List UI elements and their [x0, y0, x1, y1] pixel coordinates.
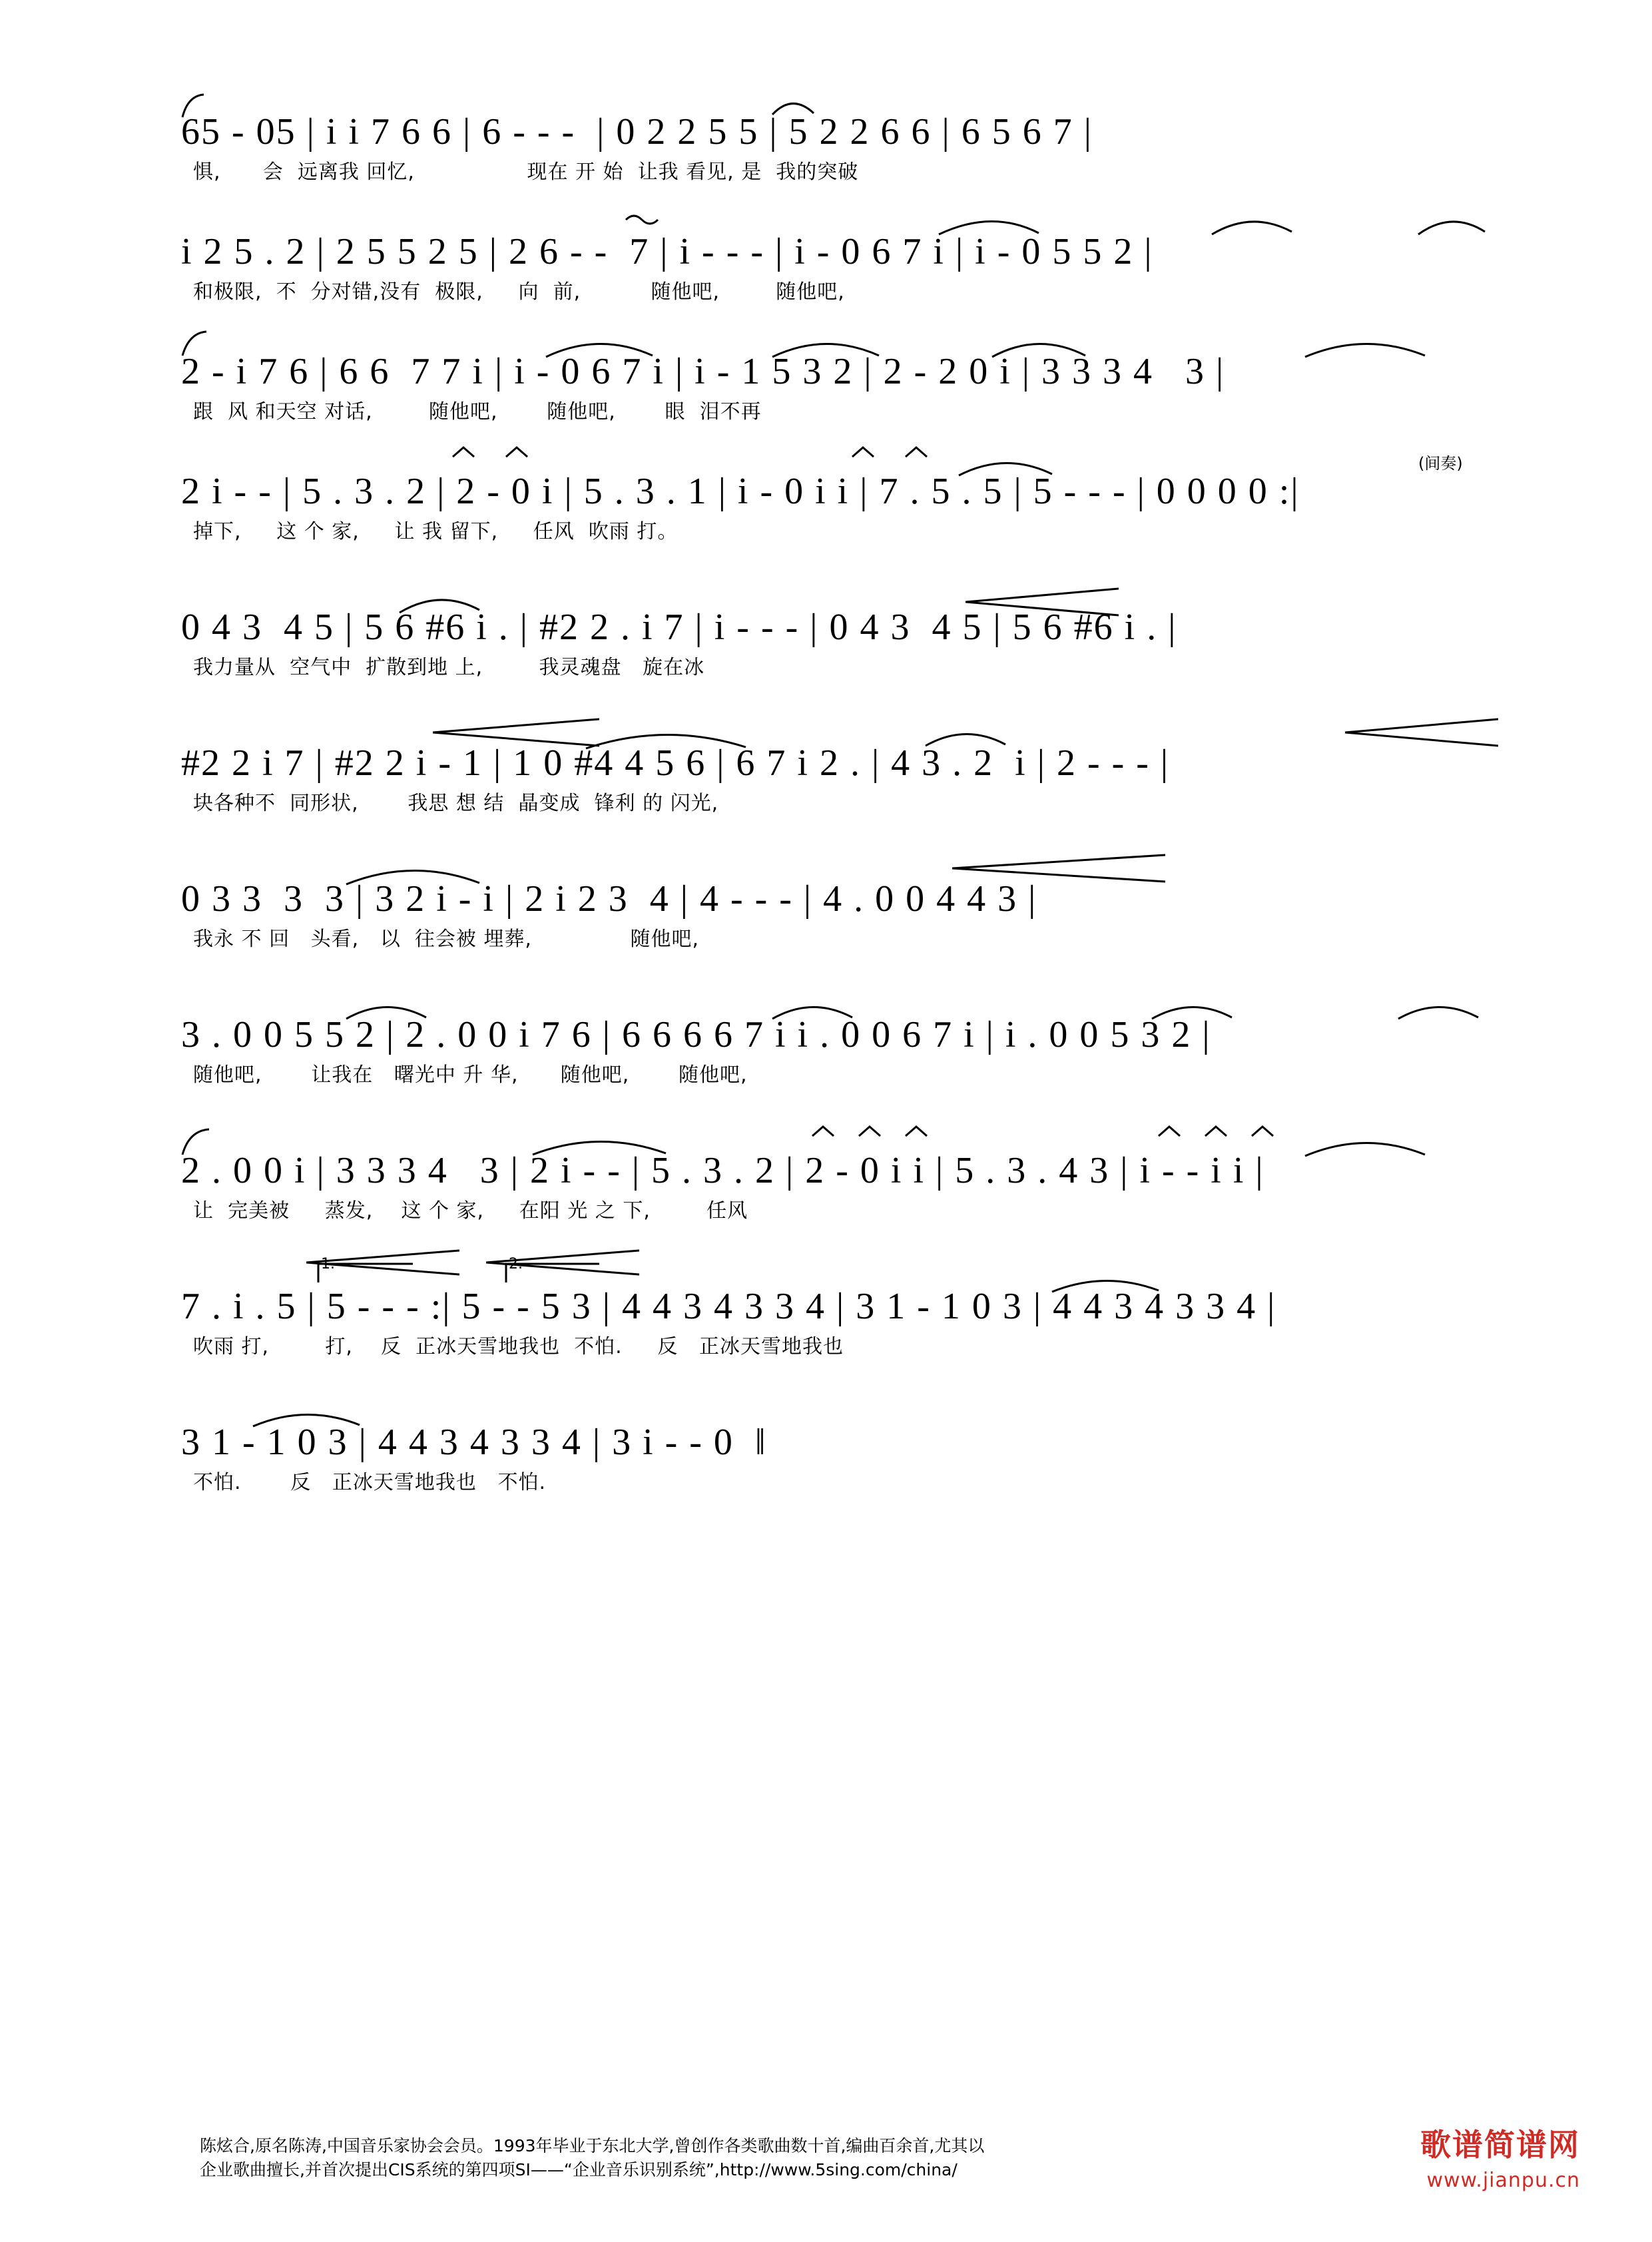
system-10 [166, 1256, 1571, 1358]
lyric-line-10: 吹雨 打, 打, 反 正冰天雪地我也 不怕. 反 正冰天雪地我也 [193, 1335, 844, 1358]
system-3 [166, 353, 1571, 422]
notes-line-9: 2 . 0 0 i | 3 3 3 4 3 | 2 i - - | 5 . 3 . 2 | 2 - 0 i i | 5 . 3 . 4 3 | i - - i i | [181, 1150, 1264, 1191]
watermark-url: www.jianpu.cn [1426, 2169, 1580, 2192]
slur-marks-8 [173, 985, 1505, 1059]
endings-and-hairpins-10 [173, 1244, 1505, 1324]
lyric-line-9: 让 完美被 蒸发, 这 个 家, 在阳 光 之 下, 任风 [193, 1199, 748, 1223]
systems-container [0, 113, 1652, 1522]
slur-marks-4 [173, 442, 1505, 515]
notes-line-10: 7 . i . 5 | 5 - - - :| 5 - - 5 3 | 4 4 3 4 3 3 4 | 3 1 - 1 0 3 | 4 4 3 4 3 3 4 | [181, 1286, 1276, 1327]
notes-line-2: i 2 5 . 2 | 2 5 5 2 5 | 2 6 - - 7 | i - - - | i - 0 6 7 i | i - 0 5 5 2 | [181, 231, 1153, 272]
watermark-title: 歌谱简谱网 [1420, 2127, 1580, 2163]
lyric-line-3: 跟 风 和天空 对话, 随他吧, 随他吧, 眼 泪不再 [193, 400, 762, 423]
lyric-line-4: 掉下, 这 个 家, 让 我 留下, 任风 吹雨 打。 [193, 520, 679, 543]
system-1 [166, 113, 1571, 182]
credits-line-2: 企业歌曲擅长,并首次提出CIS系统的第四项SI——“企业音乐识别系统”,http://www.5sing.com/china/ [200, 2160, 958, 2180]
notes-line-11: 3 1 - 1 0 3 | 4 4 3 4 3 3 4 | 3 i - - 0 ‖ [181, 1422, 767, 1463]
credits-line-1: 陈炫合,原名陈涛,中国音乐家协会会员。1993年毕业于东北大学,曾创作各类歌曲数十首,编曲百余首,尤其以 [200, 2136, 985, 2155]
lyric-line-2: 和极限, 不 分对错,没有 极限, 向 前, 随他吧, 随他吧, [193, 280, 845, 304]
notes-line-3: 2 - i 7 6 | 6 6 7 7 i | i - 0 6 7 i | i - 1 5 3 2 | 2 - 2 0 i | 3 3 3 4 3 | [181, 351, 1225, 392]
slur-marks-9 [173, 1119, 1505, 1192]
lyric-line-6: 块各种不 同形状, 我思 想 结 晶变成 锋利 的 闪光, [193, 792, 719, 815]
interlude-annotation: (间奏) [1418, 454, 1463, 473]
system-2 [166, 233, 1571, 302]
lyric-line-11: 不怕. 反 正冰天雪地我也 不怕. [193, 1471, 547, 1494]
lyric-line-8: 随他吧, 让我在 曙光中 升 华, 随他吧, 随他吧, [193, 1063, 748, 1087]
lyric-line-5: 我力量从 空气中 扩散到地 上, 我灵魂盘 旋在冰 [193, 656, 705, 679]
ending-1-label: 1. [321, 1256, 335, 1272]
system-11 [166, 1424, 1571, 1493]
notes-line-5: 0 4 3 4 5 | 5 6 #6 i . | #2 2 . i 7 | i - - - | 0 4 3 4 5 | 5 6 #6 i . | [181, 607, 1177, 648]
notes-line-1: 65 - 05 | i i 7 6 6 | 6 - - - | 0 2 2 5 5 | 5 2 2 6 6 | 6 5 6 7 | [181, 111, 1093, 152]
notes-line-6: #2 2 i 7 | #2 2 i - 1 | 1 0 #4 4 5 6 | 6 7 i 2 . | 4 3 . 2 i | 2 - - - | [181, 742, 1170, 784]
watermark [1420, 2121, 1580, 2192]
slur-marks-3 [173, 324, 1505, 397]
ending-2-label: 2. [509, 1256, 523, 1272]
slur-marks-1 [173, 91, 1505, 154]
notes-line-8: 3 . 0 0 5 5 2 | 2 . 0 0 i 7 6 | 6 6 6 6 7 i i . 0 0 6 7 i | i . 0 0 5 3 2 | [181, 1014, 1211, 1055]
system-9 [166, 1152, 1571, 1221]
system-4 [166, 454, 1571, 543]
composer-credits [200, 2134, 1452, 2183]
slur-and-hairpin-7 [173, 844, 1505, 924]
system-7 [166, 880, 1571, 950]
system-5 [166, 609, 1571, 678]
system-6 [166, 744, 1571, 814]
lyric-line-7: 我永 不 回 头看, 以 往会被 埋葬, 随他吧, [193, 928, 700, 951]
notes-line-4: 2 i - - | 5 . 3 . 2 | 2 - 0 i | 5 . 3 . 1 | i - 0 i i | 7 . 5 . 5 | 5 - - - | 0 0 0 0 :| [181, 471, 1300, 512]
slur-and-hairpin-6 [173, 708, 1505, 788]
system-8 [166, 1016, 1571, 1085]
slur-marks-2 [173, 204, 1505, 277]
notes-line-7: 0 3 3 3 3 | 3 2 i - i | 2 i 2 3 4 | 4 - - - | 4 . 0 0 4 4 3 | [181, 878, 1037, 920]
slur-and-hairpin-5 [173, 579, 1505, 653]
lyric-line-1: 惧, 会 远离我 回忆, 现在 开 始 让我 看见, 是 我的突破 [193, 160, 859, 184]
slur-marks-11 [173, 1397, 1505, 1464]
